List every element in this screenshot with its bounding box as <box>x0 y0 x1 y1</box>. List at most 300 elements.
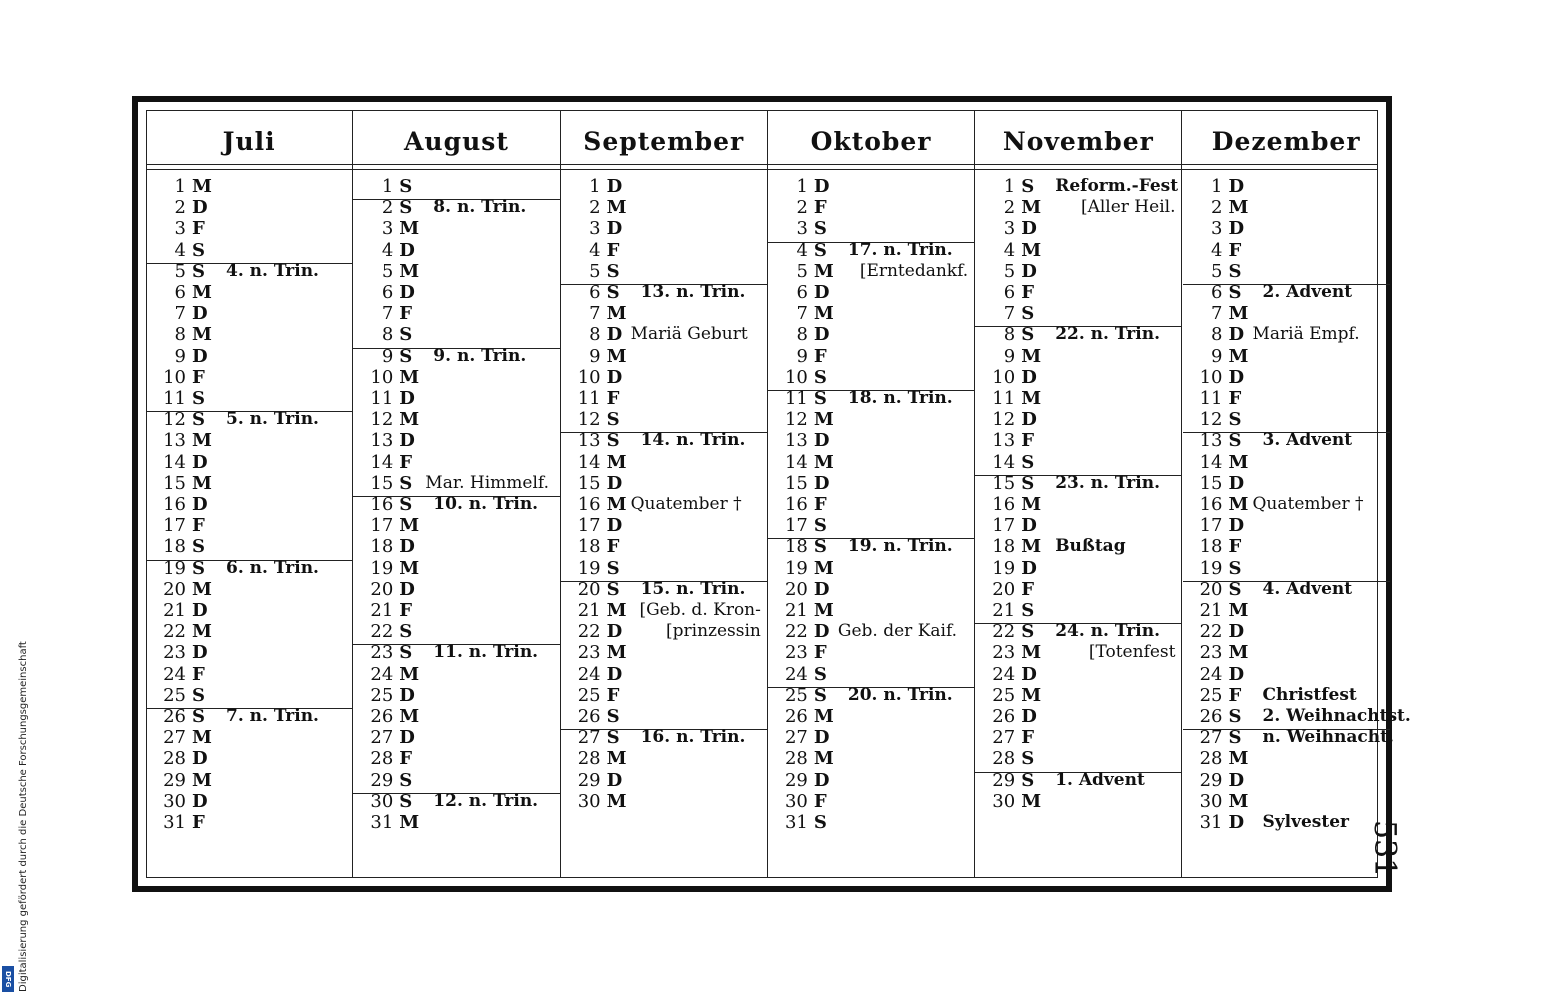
weekday-letter: S <box>399 176 413 197</box>
day-row <box>975 579 1181 600</box>
weekday-letter: D <box>1228 663 1245 685</box>
day-row <box>353 706 559 727</box>
day-row <box>768 494 974 515</box>
weekday-letter: S <box>813 388 827 409</box>
weekday-letter: M <box>1228 600 1249 621</box>
day-row <box>353 240 559 261</box>
weekday-letter: F <box>1228 536 1242 558</box>
day-number: 14 <box>992 451 1016 473</box>
day-row <box>975 642 1181 663</box>
day-number: 24 <box>784 663 808 685</box>
day-note: Geb. der Kaif. <box>837 621 958 642</box>
day-number: 12 <box>784 409 808 431</box>
day-row <box>146 558 352 579</box>
day-number: 21 <box>1199 600 1223 621</box>
weekday-letter: D <box>399 684 415 706</box>
weekday-letter: D <box>1021 706 1037 727</box>
weekday-letter: F <box>606 684 620 706</box>
day-number: 4 <box>796 239 808 261</box>
day-number: 29 <box>992 769 1016 791</box>
page-number: 531 <box>1367 820 1402 878</box>
day-row <box>1183 812 1390 833</box>
day-note: 23. n. Trin. <box>1055 472 1160 493</box>
weekday-letter: D <box>192 600 208 621</box>
day-row <box>561 282 767 303</box>
day-row <box>561 494 767 515</box>
day-number: 4 <box>1211 239 1223 261</box>
weekday-letter: M <box>813 451 834 473</box>
day-row <box>768 770 974 791</box>
day-number: 26 <box>163 706 186 727</box>
month-name: Oktober <box>810 126 932 156</box>
day-number: 2 <box>1003 197 1016 219</box>
weekday-letter: D <box>813 430 830 452</box>
weekday-letter: M <box>399 812 420 833</box>
day-number: 6 <box>1211 282 1223 303</box>
weekday-letter: S <box>192 239 205 261</box>
weekday-letter: F <box>1228 388 1242 409</box>
day-row <box>146 664 352 685</box>
day-row <box>146 536 352 557</box>
weekday-letter: D <box>813 727 830 749</box>
weekday-letter: S <box>399 621 413 643</box>
day-number: 16 <box>577 494 601 515</box>
weekday-letter: M <box>1021 388 1042 409</box>
day-row <box>146 388 352 409</box>
weekday-letter: D <box>192 790 208 812</box>
weekday-letter: M <box>1228 303 1249 325</box>
weekday-letter: S <box>192 260 205 282</box>
weekday-letter: D <box>399 727 415 749</box>
day-number: 13 <box>992 430 1016 452</box>
weekday-letter: D <box>606 663 623 685</box>
day-number: 28 <box>163 748 186 770</box>
day-number: 12 <box>577 409 601 431</box>
day-note: 12. n. Trin. <box>433 790 539 811</box>
day-row <box>146 494 352 515</box>
weekday-letter: D <box>1228 769 1245 791</box>
weekday-letter: M <box>1228 790 1249 812</box>
weekday-letter: M <box>399 260 420 282</box>
day-number: 19 <box>577 557 601 579</box>
day-row <box>975 197 1181 218</box>
day-number: 25 <box>577 684 601 706</box>
day-row <box>1183 494 1390 515</box>
day-number: 16 <box>784 494 808 515</box>
day-row <box>561 536 767 557</box>
weekday-letter: S <box>192 388 205 409</box>
month-column-august <box>353 110 560 878</box>
day-number: 6 <box>589 282 601 303</box>
day-row <box>146 515 352 536</box>
day-row <box>146 473 352 494</box>
day-number: 23 <box>577 642 601 664</box>
day-row <box>975 473 1181 494</box>
weekday-letter: M <box>606 790 627 812</box>
day-note: 7. n. Trin. <box>226 706 319 726</box>
day-number: 21 <box>784 600 808 621</box>
weekday-letter: S <box>399 790 413 812</box>
weekday-letter: F <box>1228 684 1242 706</box>
day-row <box>353 367 559 388</box>
weekday-letter: D <box>399 388 415 409</box>
day-number: 12 <box>1199 409 1223 431</box>
weekday-letter: M <box>813 303 834 325</box>
day-number: 11 <box>1199 388 1223 409</box>
day-number: 17 <box>1199 515 1223 537</box>
day-number: 23 <box>784 642 808 664</box>
day-note: 3. Advent <box>1262 430 1353 451</box>
weekday-letter: S <box>606 706 620 727</box>
weekday-letter: M <box>606 748 627 770</box>
day-number: 26 <box>370 706 394 727</box>
day-number: 10 <box>163 366 186 388</box>
day-number: 7 <box>174 303 186 325</box>
weekday-letter: M <box>813 409 834 431</box>
day-row <box>146 218 352 239</box>
day-row <box>561 452 767 473</box>
day-note: n. Weihnacht. <box>1262 727 1394 748</box>
day-number: 9 <box>589 345 601 367</box>
weekday-letter: D <box>1021 663 1037 685</box>
day-number: 8 <box>1211 324 1223 346</box>
day-row <box>561 770 767 791</box>
day-note: Mar. Himmelf. <box>425 472 549 493</box>
day-row <box>1183 240 1390 261</box>
day-row <box>353 197 559 218</box>
day-note: [Aller Heil. <box>1080 197 1176 218</box>
day-row <box>768 430 974 451</box>
day-row <box>975 409 1181 430</box>
month-column-oktober <box>768 110 975 878</box>
day-number: 6 <box>174 282 186 303</box>
day-number: 13 <box>163 430 186 452</box>
day-row <box>768 367 974 388</box>
day-row <box>768 621 974 642</box>
weekday-letter: F <box>192 663 205 685</box>
day-row <box>146 770 352 791</box>
weekday-letter: D <box>1228 621 1245 643</box>
day-row <box>1183 176 1390 197</box>
day-note: 17. n. Trin. <box>847 239 953 260</box>
day-number: 2 <box>589 197 601 219</box>
day-note: [Erntedankf. <box>859 260 969 281</box>
weekday-letter: D <box>399 430 415 452</box>
day-note: 6. n. Trin. <box>226 557 319 578</box>
day-number: 1 <box>1211 176 1223 197</box>
day-row <box>561 515 767 536</box>
day-note: 8. n. Trin. <box>433 197 527 218</box>
day-row <box>768 642 974 663</box>
day-note: 24. n. Trin. <box>1055 621 1160 642</box>
day-number: 24 <box>577 663 601 685</box>
day-number: 3 <box>1211 218 1223 240</box>
day-row <box>768 791 974 812</box>
day-row <box>561 430 767 451</box>
weekday-letter: D <box>1228 812 1245 833</box>
day-number: 27 <box>784 727 808 749</box>
day-row <box>768 176 974 197</box>
day-number: 9 <box>1211 345 1223 367</box>
day-number: 22 <box>784 621 808 643</box>
day-number: 24 <box>1199 663 1223 685</box>
weekday-letter: S <box>1228 282 1242 303</box>
weekday-letter: S <box>813 536 827 558</box>
day-number: 20 <box>370 578 394 600</box>
day-row <box>353 282 559 303</box>
day-number: 2 <box>381 197 394 219</box>
weekday-letter: F <box>399 748 413 770</box>
day-row <box>975 176 1181 197</box>
weekday-letter: D <box>606 324 623 346</box>
day-number: 18 <box>784 536 808 558</box>
day-row <box>146 261 352 282</box>
day-row <box>1183 430 1390 451</box>
day-number: 31 <box>1199 812 1223 833</box>
day-row <box>975 558 1181 579</box>
day-number: 26 <box>1199 706 1223 727</box>
day-number: 21 <box>577 600 601 621</box>
weekday-letter: M <box>1021 494 1042 515</box>
day-row <box>975 346 1181 367</box>
weekday-letter: D <box>1228 176 1245 197</box>
day-row <box>975 791 1181 812</box>
day-row <box>768 748 974 769</box>
day-row <box>561 642 767 663</box>
day-row <box>561 621 767 642</box>
day-row <box>1183 218 1390 239</box>
day-row <box>353 727 559 748</box>
day-row <box>561 600 767 621</box>
weekday-letter: S <box>1021 451 1035 473</box>
day-note: Quatember † <box>630 494 742 514</box>
day-row <box>975 261 1181 282</box>
day-row <box>353 494 559 515</box>
weekday-letter: M <box>606 600 627 621</box>
day-number: 18 <box>992 536 1016 558</box>
day-number: 4 <box>174 239 186 261</box>
weekday-letter: D <box>606 621 623 643</box>
day-row <box>1183 642 1390 663</box>
weekday-letter: S <box>1021 748 1035 770</box>
day-row <box>146 430 352 451</box>
day-number: 2 <box>1211 197 1223 219</box>
weekday-letter: D <box>192 494 208 515</box>
day-number: 18 <box>163 536 186 558</box>
day-row <box>975 240 1181 261</box>
day-row <box>975 430 1181 451</box>
weekday-letter: M <box>399 366 420 388</box>
calendar-table <box>132 96 1411 892</box>
day-row <box>561 324 767 345</box>
weekday-letter: S <box>399 324 413 346</box>
day-row <box>768 303 974 324</box>
day-row <box>1183 748 1390 769</box>
day-number: 17 <box>992 515 1016 537</box>
weekday-letter: F <box>606 239 620 261</box>
day-row <box>768 727 974 748</box>
day-number: 6 <box>796 282 808 303</box>
day-row <box>768 346 974 367</box>
weekday-letter: F <box>1228 239 1242 261</box>
day-number: 28 <box>577 748 601 770</box>
day-row <box>975 685 1181 706</box>
day-row <box>1183 303 1390 324</box>
day-row <box>353 770 559 791</box>
day-number: 20 <box>577 578 601 600</box>
day-row <box>353 642 559 663</box>
day-row <box>975 324 1181 345</box>
day-number: 8 <box>589 324 601 346</box>
day-note: 11. n. Trin. <box>433 642 539 663</box>
day-number: 12 <box>370 409 394 431</box>
day-row <box>146 600 352 621</box>
day-number: 10 <box>992 366 1016 388</box>
day-number: 9 <box>174 345 186 367</box>
day-number: 3 <box>589 218 601 240</box>
day-row <box>561 240 767 261</box>
day-note: Sylvester <box>1262 812 1350 832</box>
month-column-november <box>975 110 1182 878</box>
day-number: 10 <box>370 366 394 388</box>
day-number: 11 <box>370 388 394 409</box>
day-number: 13 <box>577 430 601 452</box>
day-number: 20 <box>163 578 186 600</box>
day-row <box>561 367 767 388</box>
weekday-letter: S <box>813 515 827 537</box>
day-number: 21 <box>992 600 1016 621</box>
weekday-letter: M <box>1228 345 1249 367</box>
day-note: Mariä Geburt <box>630 324 748 345</box>
day-number: 17 <box>784 515 808 537</box>
day-number: 1 <box>589 176 601 197</box>
day-number: 3 <box>796 218 808 240</box>
weekday-letter: S <box>192 536 205 558</box>
weekday-letter: D <box>399 282 415 303</box>
day-number: 30 <box>163 790 186 812</box>
day-row <box>1183 600 1390 621</box>
day-number: 12 <box>992 409 1016 431</box>
day-number: 30 <box>577 790 601 812</box>
day-number: 5 <box>589 260 601 282</box>
day-number: 27 <box>992 727 1016 749</box>
day-note: 18. n. Trin. <box>847 388 953 408</box>
weekday-letter: S <box>399 642 413 664</box>
weekday-letter: D <box>192 197 208 219</box>
day-row <box>975 664 1181 685</box>
day-row <box>146 812 352 833</box>
weekday-letter: S <box>1228 578 1242 600</box>
day-note: 10. n. Trin. <box>433 494 539 514</box>
day-row <box>561 685 767 706</box>
weekday-letter: M <box>1021 790 1042 812</box>
day-number: 31 <box>784 812 808 833</box>
weekday-letter: M <box>1021 239 1042 261</box>
weekday-letter: M <box>606 642 627 664</box>
weekday-letter: S <box>1021 472 1035 494</box>
day-number: 1 <box>381 176 394 197</box>
weekday-letter: D <box>606 515 623 537</box>
weekday-letter: F <box>813 345 827 367</box>
day-row <box>146 176 352 197</box>
day-row <box>561 748 767 769</box>
day-number: 22 <box>370 621 394 643</box>
day-row <box>1183 282 1390 303</box>
weekday-letter: S <box>1021 621 1035 643</box>
weekday-letter: M <box>192 472 212 494</box>
day-number: 1 <box>796 176 808 197</box>
day-number: 25 <box>370 684 394 706</box>
day-row <box>768 515 974 536</box>
day-row <box>975 494 1181 515</box>
day-number: 19 <box>163 557 186 579</box>
day-row <box>975 748 1181 769</box>
day-row <box>1183 515 1390 536</box>
weekday-letter: D <box>1228 366 1245 388</box>
weekday-letter: D <box>1228 324 1245 346</box>
weekday-letter: F <box>813 642 827 664</box>
day-number: 8 <box>381 324 394 346</box>
day-note: 13. n. Trin. <box>640 282 746 302</box>
day-number: 19 <box>1199 557 1223 579</box>
day-row <box>353 748 559 769</box>
day-row <box>975 388 1181 409</box>
weekday-letter: D <box>1021 557 1037 579</box>
day-note: 15. n. Trin. <box>640 578 746 599</box>
weekday-letter: S <box>1021 324 1035 346</box>
day-number: 20 <box>1199 578 1223 600</box>
day-number: 28 <box>784 748 808 770</box>
day-row <box>1183 727 1394 749</box>
weekday-letter: M <box>1021 197 1042 219</box>
day-note: 5. n. Trin. <box>226 409 319 430</box>
weekday-letter: S <box>399 345 413 367</box>
day-row <box>1183 558 1390 579</box>
day-row <box>1183 473 1390 494</box>
day-row <box>975 515 1181 536</box>
day-row <box>353 621 559 642</box>
month-name: September <box>583 126 745 156</box>
month-column-juli <box>146 110 353 878</box>
day-note: 19. n. Trin. <box>847 536 953 557</box>
day-number: 29 <box>577 769 601 791</box>
day-row <box>1183 324 1390 345</box>
weekday-letter: S <box>192 684 205 706</box>
day-number: 23 <box>1199 642 1223 664</box>
weekday-letter: S <box>606 727 620 749</box>
day-note: 9. n. Trin. <box>433 345 527 366</box>
day-row <box>1183 621 1390 642</box>
weekday-letter: D <box>813 324 830 346</box>
weekday-letter: F <box>399 600 413 621</box>
weekday-letter: M <box>606 197 627 219</box>
day-number: 31 <box>370 812 394 833</box>
day-number: 5 <box>796 260 808 282</box>
day-note: 4. Advent <box>1262 578 1353 599</box>
weekday-letter: D <box>813 176 830 197</box>
weekday-letter: D <box>813 578 830 600</box>
weekday-letter: M <box>1021 345 1042 367</box>
day-row <box>768 324 974 345</box>
weekday-letter: S <box>399 494 413 515</box>
day-number: 23 <box>992 642 1016 664</box>
weekday-letter: M <box>813 600 834 621</box>
weekday-letter: F <box>192 366 205 388</box>
weekday-letter: M <box>606 494 627 515</box>
day-row <box>768 579 974 600</box>
weekday-letter: F <box>192 218 205 240</box>
weekday-letter: D <box>1228 472 1245 494</box>
